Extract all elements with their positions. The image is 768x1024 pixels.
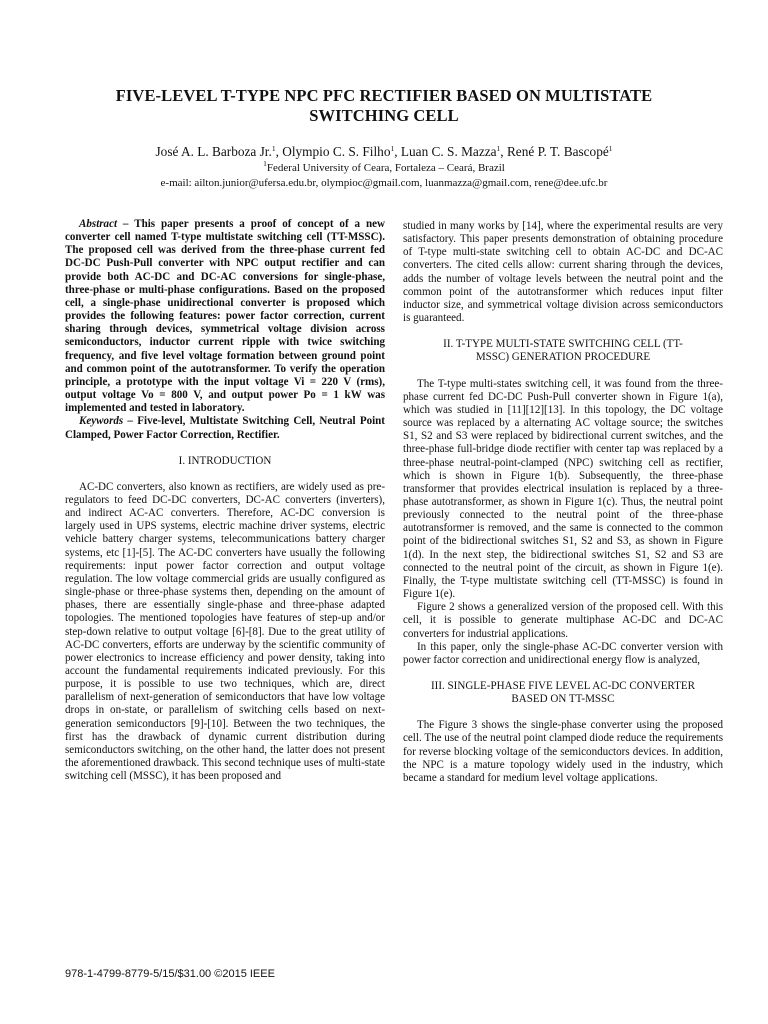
- affiliation-text: Federal University of Ceara, Fortaleza – Ceará, Brazil: [266, 162, 505, 174]
- keywords: [65, 415, 385, 441]
- section-heading-introduction: I. INTRODUCTION: [178, 454, 272, 467]
- author-affil-sup: 1: [608, 144, 613, 153]
- author-name: René P. T. Bascopé: [506, 144, 609, 159]
- affiliation: [40, 159, 728, 175]
- author-separator: ,: [275, 144, 283, 159]
- left-column: [65, 218, 385, 783]
- copyright-footer: 978-1-4799-8779-5/15/$31.00 ©2015 IEEE: [65, 968, 275, 980]
- heading-line: III. SINGLE-PHASE FIVE LEVEL AC-DC CONVERTER: [430, 680, 696, 692]
- introduction-paragraph: AC-DC converters, also known as rectifiers, are widely used as pre-regulators to feed DC-DC converters, DC-AC converters (inverters), and indirect AC-AC converters. Therefore, AC-DC conversion is largely used in UPS systems, electric machine driver systems, electric vehicle battery charger systems, telecommunications battery charger systems, etc [1]-[5]. The AC-DC converters have usually the following requirements: input power factor correction and output voltage regulation. The low voltage commercial grids are usually configured as single-phase or three-phase systems then, depending on the amount of phases, there are essentially single-phase and three-phase adapted topologies. The mentioned topologies have features of step-up and/or step-down relative to output voltage [6]-[8]. Due to the great utility of AC-DC converters, efforts are underway by the scientific community of power electronics to increase efficiency and power density, taking into account the fundamental requirements indicated previously. For this purpose, it is possible to use two techniques, which are, direct parallelism of next-generation of semiconductors that have low voltage drops in on-state, or parallelism of switching cells based on next-generation semiconductors [9]-[10]. Between the two techniques, the first has the drawback of dynamic current distribution during semiconductors switching, on the other hand, the latter does not present the aforementioned drawback. This second technique uses of multi-state switching cell (MSSC), it has been proposed and: [65, 480, 385, 783]
- right-column: [403, 220, 723, 785]
- section3-paragraph: The Figure 3 shows the single-phase converter using the proposed cell. The use of the neutral point clamped diode reduce the requirements for reverse blocking voltage of the semiconductors devices. In addition, the NPC is a mature topology widely used in the industry, which became a standard for medium level voltage applications.: [403, 719, 723, 784]
- email-line: e-mail: ailton.junior@ufersa.edu.br, olympioc@gmail.com, luanmazza@gmail.com, rene@dee.ufc.br: [160, 177, 608, 189]
- paper-title: [60, 86, 708, 126]
- abstract: [65, 218, 385, 415]
- title-line-1: FIVE-LEVEL T-TYPE NPC PFC RECTIFIER BASED ON MULTISTATE: [115, 86, 653, 105]
- author-affil-sup: 1: [496, 144, 501, 153]
- author-affil-sup: 1: [271, 144, 276, 153]
- intro-continuation-paragraph: studied in many works by [14], where the experimental results are very satisfactory. This paper presents demonstration of obtaining procedure of T-type multi-state switching cell to obtain AC-DC and DC-AC converters. The cited cells allow: current sharing through the devices, adds the number of voltage levels between the neutral point and the common point of the autotransformer which reduces input filter inductor size, and symmetrical voltage division across semiconductors is guaranteed.: [403, 220, 723, 325]
- section2-paragraph: In this paper, only the single-phase AC-DC converter version with power factor correction and unidirectional energy flow is analyzed,: [403, 640, 723, 666]
- author-separator: ,: [394, 144, 401, 159]
- affiliation-sup: 1: [263, 159, 267, 168]
- author-list: [40, 144, 728, 160]
- section-heading-tt-mssc: [403, 338, 723, 364]
- heading-line: BASED ON TT-MSSC: [511, 693, 615, 706]
- section2-paragraph: The T-type multi-states switching cell, it was found from the three-phase current fed DC-DC Push-Pull converter shown in Figure 1(a), which was studied in [11][12][13]. In this topology, the DC voltage source was replaced by a alternating AC voltage source; the switches S1, S2 and S3 were replaced by bidirectional current switches, and the three-phase full-bridge diode rectifier with center tap was replaced by a three-phase neutral-point-clamped (NPC) switching cell as rectifier, which is shown in Figure 1(b). Subsequently, the three-phase transformer that provides electrical insulation is replaced by a three-phase autotransformer, as shown in Figure 1(c). Thus, the neutral point previously connected to the neutral point of the three-phase autotransformer is removed, and the same is connected to the common point of the bidirectional switches S1, S2 and S3, as shown in Figure 1(d). In the next step, the bidirectional switches S1, S2 and S3 are connected to the neutral point of the circuit, as shown in Figure 1(e). Finally, the T-type multistate switching cell (TT-MSSC) is found in Figure 1(e).: [403, 377, 723, 601]
- author-name: José A. L. Barboza Jr.: [155, 144, 272, 159]
- abstract-label: Abstract –: [79, 218, 129, 230]
- keywords-text: Five-level, Multistate Switching Cell, Neutral Point Clamped, Power Factor Correction, Rectifier.: [65, 415, 385, 441]
- section2-paragraph: Figure 2 shows a generalized version of the proposed cell. With this cell, it is possible to generate multiphase AC-DC and DC-AC converters for industrial applications.: [403, 601, 723, 640]
- heading-line: II. T-TYPE MULTI-STATE SWITCHING CELL (TT-: [443, 338, 683, 351]
- author-affil-sup: 1: [390, 144, 395, 153]
- author-name: Luan C. S. Mazza: [400, 144, 497, 159]
- author-separator: ,: [500, 144, 507, 159]
- author-name: Olympio C. S. Filho: [282, 144, 391, 159]
- section-heading-single-phase: [403, 680, 723, 706]
- title-line-2: SWITCHING CELL: [309, 106, 459, 125]
- abstract-text: This paper presents a proof of concept of a new converter cell named T-type multistate switching cell (TT-MSSC). The proposed cell was derived from the three-phase current fed DC-DC Push-Pull converter with NPC output rectifier and can provide both AC-DC and DC-AC conversions for single-phase, three-phase or multi-phase configurations. Based on the proposed cell, a single-phase unidirectional converter is proposed which provides the following features: power factor correction, current sharing through devices, symmetrical voltage division across semiconductors, inductor current ripple with twice switching frequency, and five level voltage formation between ground point and common point of the autotransformer. To verify the operation principle, a prototype with the input voltage Vi = 220 V (rms), output voltage Vo = 800 V, and output power Po = 1 kW was implemented and tested in laboratory.: [65, 218, 385, 415]
- keywords-label: Keywords –: [79, 415, 133, 428]
- heading-line: MSSC) GENERATION PROCEDURE: [475, 351, 651, 364]
